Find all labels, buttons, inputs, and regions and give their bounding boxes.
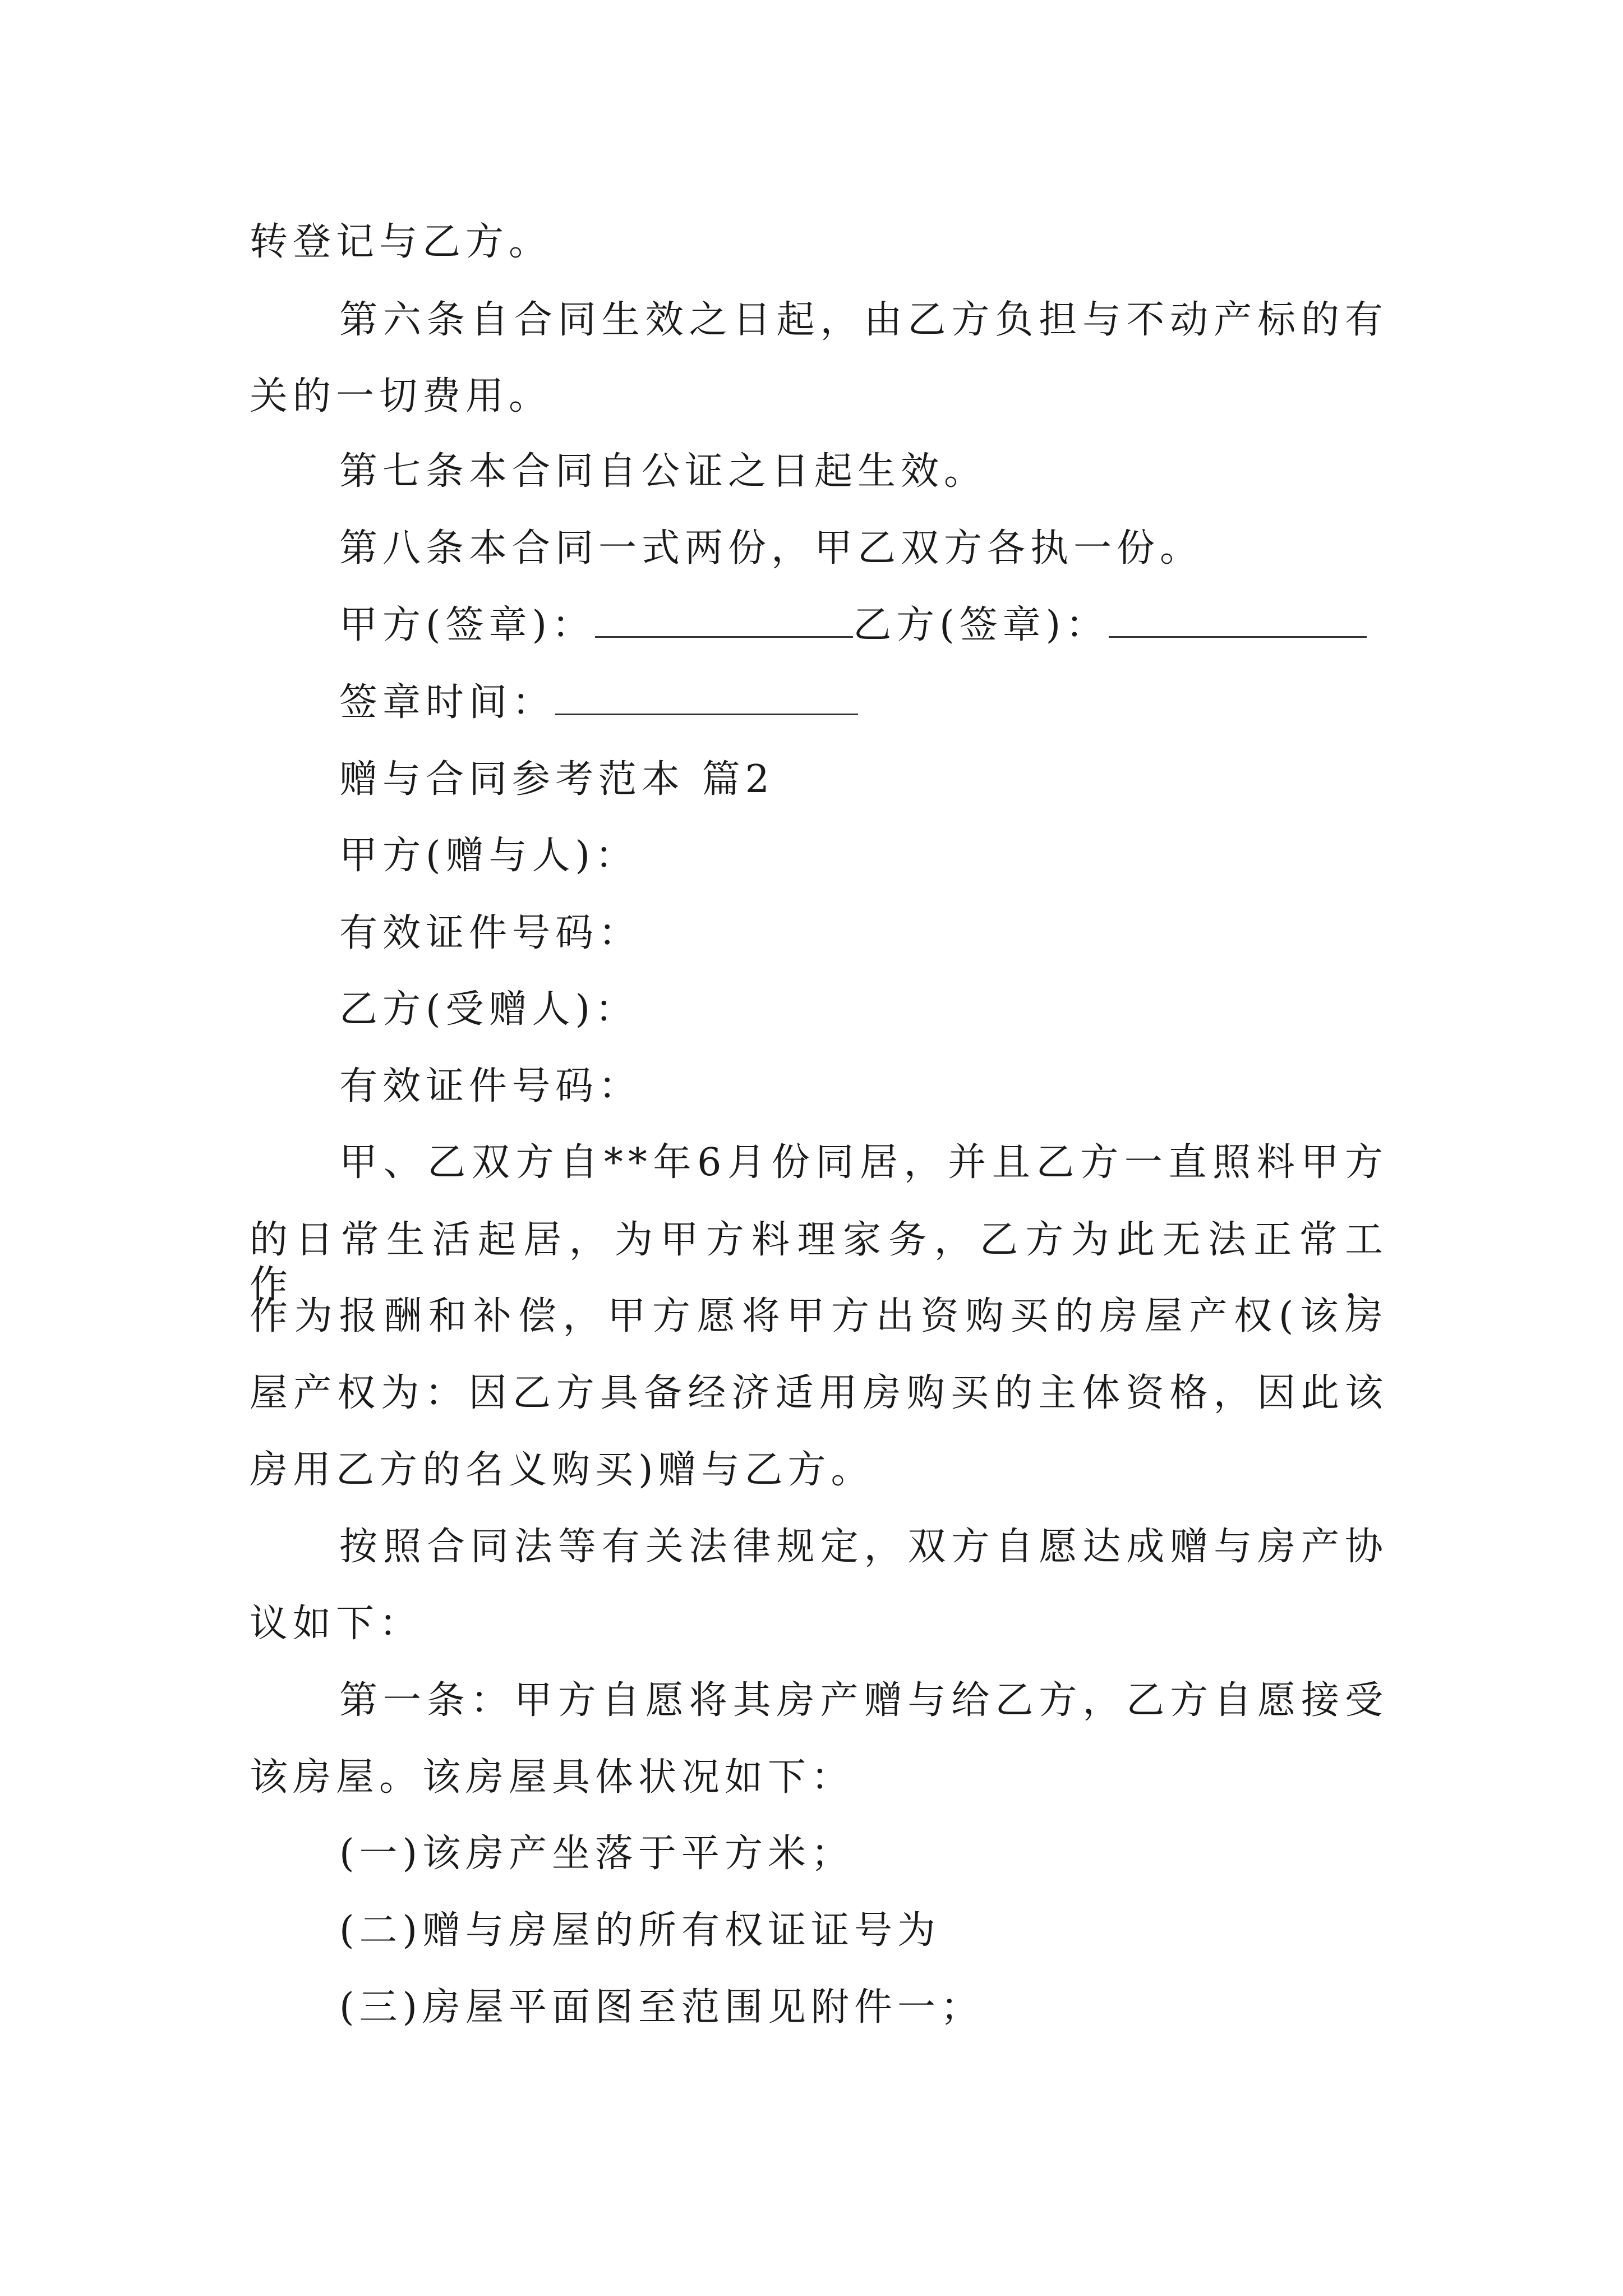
party-b-sign-label: 乙方(签章)： bbox=[853, 603, 1109, 647]
paragraph-line: 转登记与乙方。 bbox=[250, 220, 552, 264]
paragraph-line: 议如下： bbox=[250, 1602, 423, 1646]
paragraph-line: 甲方(赠与人)： bbox=[339, 834, 639, 878]
list-item: (三)房屋平面图至范围见附件一； bbox=[339, 1985, 984, 2030]
list-item: (二)赠与房屋的所有权证证号为 bbox=[339, 1908, 941, 1953]
paragraph-line: 有效证件号码： bbox=[339, 1064, 642, 1108]
sign-date-label: 签章时间： bbox=[339, 680, 556, 725]
paragraph-line: 作为报酬和补偿，甲方愿将甲方出资购买的房屋产权(该房 bbox=[250, 1294, 1388, 1338]
sign-date-blank bbox=[555, 682, 858, 715]
paragraph-line: 按照合同法等有关法律规定，双方自愿达成赠与房产协 bbox=[339, 1525, 1388, 1569]
paragraph-line: 甲、乙双方自**年6月份同居，并且乙方一直照料甲方 bbox=[339, 1140, 1388, 1185]
paragraph-line: 屋产权为：因乙方具备经济适用房购买的主体资格，因此该 bbox=[250, 1371, 1388, 1415]
signature-row bbox=[339, 603, 1388, 648]
paragraph-line: 房用乙方的名义购买)赠与乙方。 bbox=[250, 1448, 874, 1492]
sign-date-row bbox=[339, 680, 1388, 725]
paragraph-line: 第八条本合同一式两份，甲乙双方各执一份。 bbox=[339, 526, 1204, 570]
paragraph-line: 的日常生活起居，为甲方料理家务，乙方为此无法正常工作， bbox=[250, 1218, 1388, 1307]
party-b-sign-blank bbox=[1109, 605, 1367, 638]
paragraph-line: 关的一切费用。 bbox=[250, 374, 552, 418]
list-item: (一)该房产坐落于平方米； bbox=[339, 1832, 855, 1876]
party-a-sign-blank bbox=[595, 605, 853, 638]
party-a-sign-label: 甲方(签章)： bbox=[339, 603, 596, 647]
paragraph-line: 乙方(受赠人)： bbox=[339, 987, 639, 1032]
paragraph-line: 第六条自合同生效之日起，由乙方负担与不动产标的有 bbox=[339, 298, 1388, 342]
paragraph-line: 有效证件号码： bbox=[339, 911, 642, 955]
paragraph-line: 第七条本合同自公证之日起生效。 bbox=[339, 449, 988, 494]
paragraph-line: 第一条：甲方自愿将其房产赠与给乙方，乙方自愿接受 bbox=[339, 1678, 1388, 1723]
section-heading: 赠与合同参考范本 篇2 bbox=[339, 757, 774, 802]
paragraph-line: 该房屋。该房屋具体状况如下： bbox=[250, 1755, 855, 1800]
